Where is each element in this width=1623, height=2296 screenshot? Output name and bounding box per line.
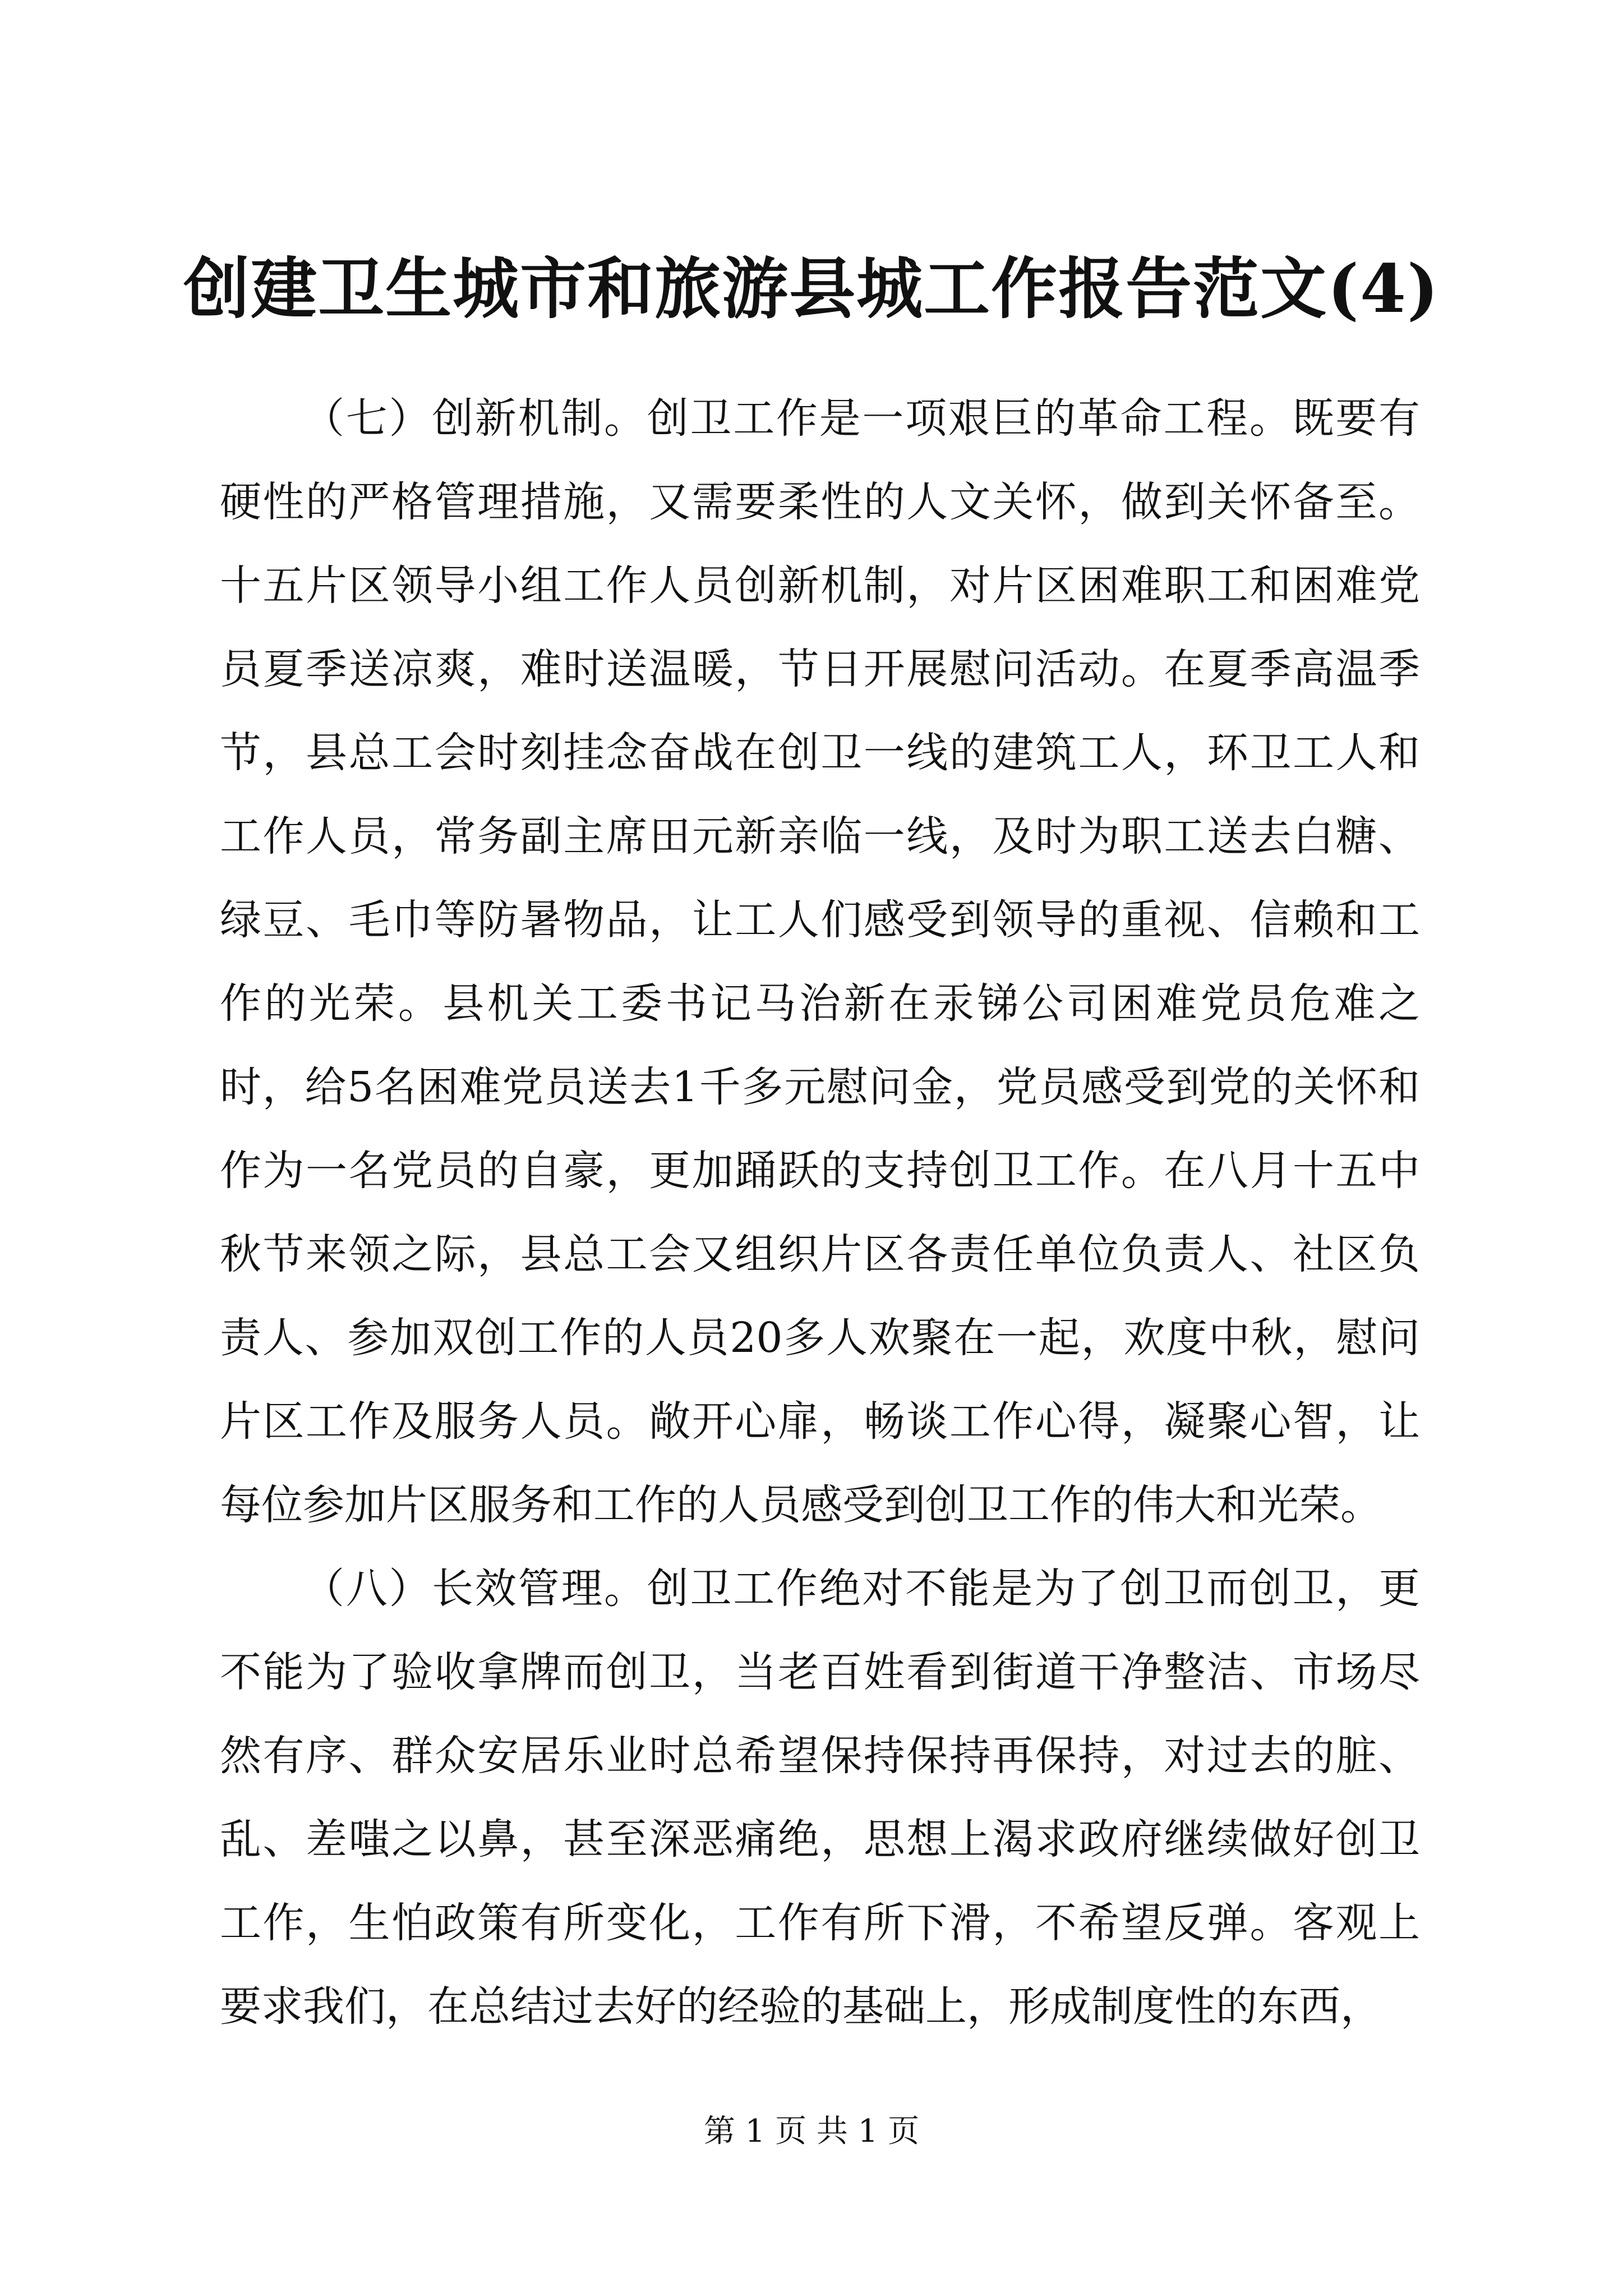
paragraph-long-term-management: （八）长效管理。创卫工作绝对不能是为了创卫而创卫，更不能为了验收拿牌而创卫，当老百姓看到街道干净整洁、市场尽然有序、群众安居乐业时总希望保持保持再保持，对过去的脏、乱、差嗤之以鼻，甚至深恶痛绝，思想上渴求政府继续做好创卫工作，生怕政策有所变化，工作有所下滑，不希望反弹。客观上要求我们，在总结过去好的经验的基础上，形成制度性的东西，	[220, 1565, 1420, 2031]
page-footer: 第 1 页 共 1 页	[703, 2113, 920, 2150]
paragraph-innovation-mechanism: （七）创新机制。创卫工作是一项艰巨的革命工程。既要有硬性的严格管理措施，又需要柔性的人文关怀，做到关怀备至。十五片区领导小组工作人员创新机制，对片区困难职工和困难党员夏季送凉爽，难时送温暖，节日开展慰问活动。在夏季高温季节，县总工会时刻挂念奋战在创卫一线的建筑工人，环卫工人和工作人员，常务副主席田元新亲临一线，及时为职工送去白糖、绿豆、毛巾等防暑物品，让工人们感受到领导的重视、信赖和工作的光荣。县机关工委书记马治新在汞锑公司困难党员危难之时，给5名困难党员送去1千多元慰问金，党员感受到党的关怀和作为一名党员的自豪，更加踊跃的支持创卫工作。在八月十五中秋节来领之际，县总工会又组织片区各责任单位负责人、社区负责人、参加双创工作的人员20多人欢聚在一起，欢度中秋，慰问片区工作及服务人员。敞开心扉，畅谈工作心得，凝聚心智，让每位参加片区服务和工作的人员感受到创卫工作的伟大和光荣。	[220, 394, 1420, 1529]
document-body	[220, 377, 1420, 2049]
document-title: 创建卫生城市和旅游县城工作报告范文(4)	[183, 250, 1440, 328]
